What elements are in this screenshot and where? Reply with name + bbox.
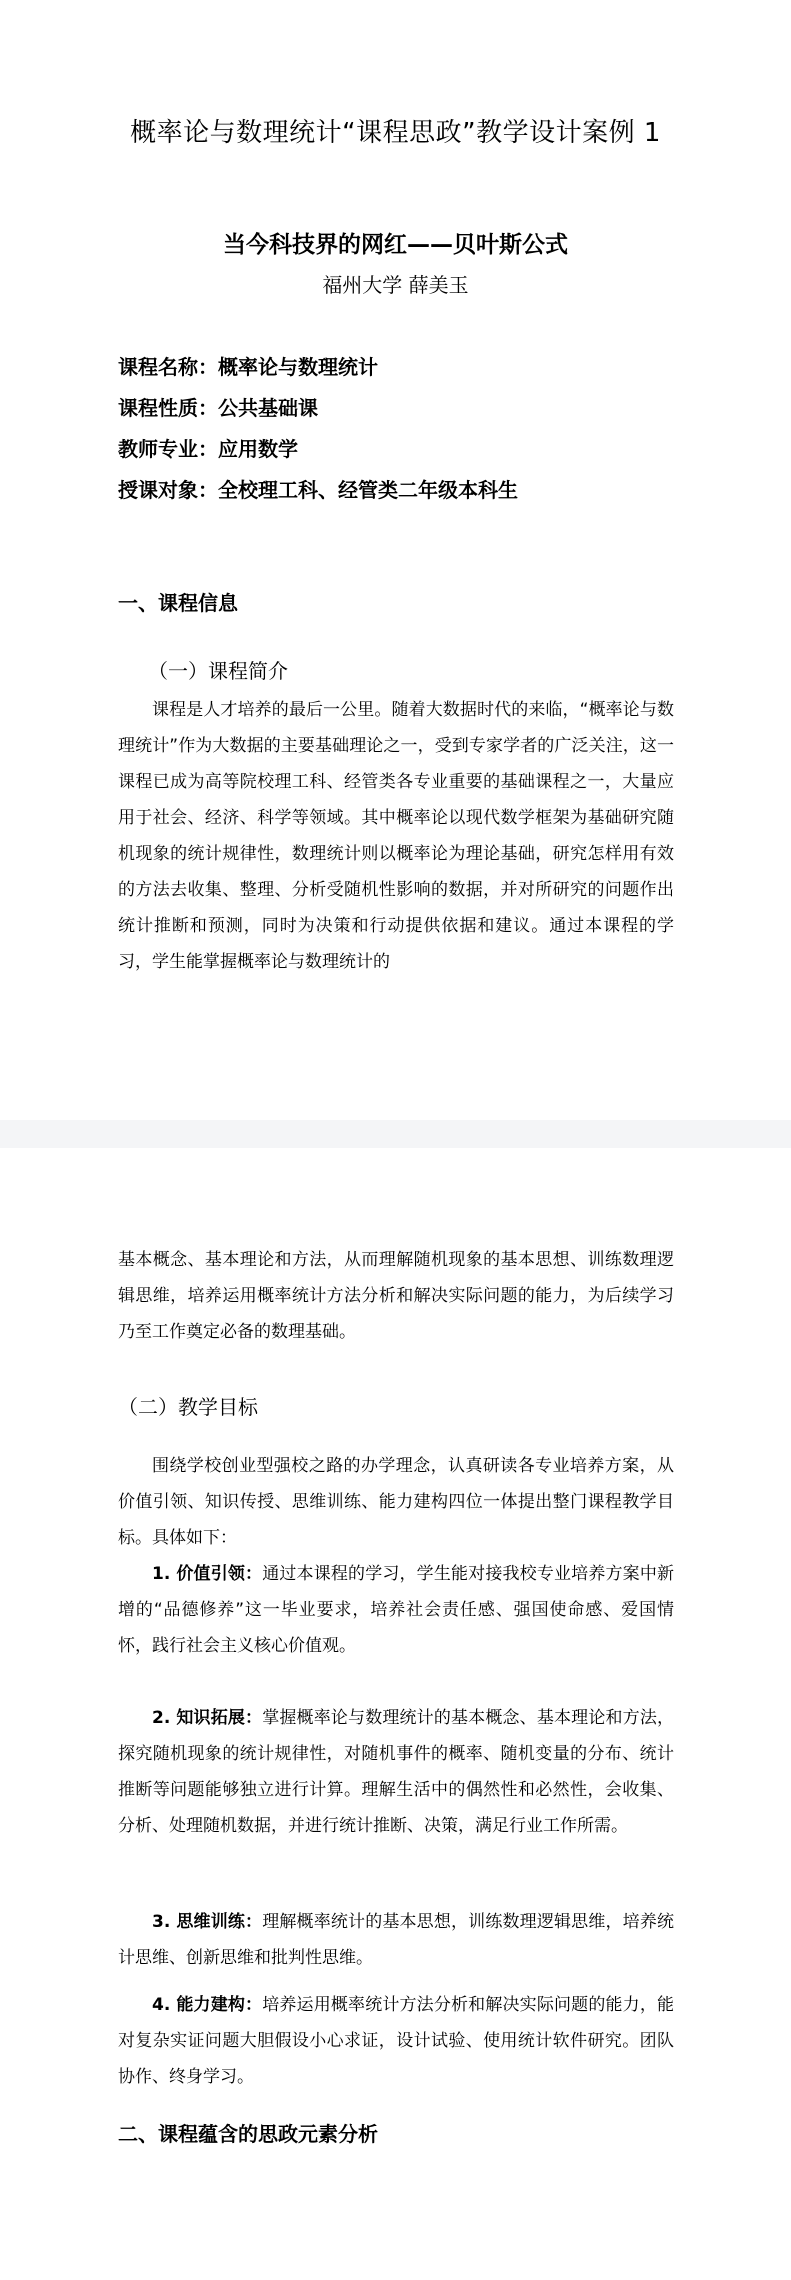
meta-teacher-major: 教师专业：应用数学	[118, 437, 298, 461]
section-heading-ideological-elements: 二、课程蕴含的思政元素分析	[118, 2122, 378, 2146]
goals-intro-paragraph: 围绕学校创业型强校之路的办学理念，认真研读各专业培养方案，从价值引领、知识传授、思维训练、能力建构四位一体提出整门课程教学目标。具体如下：	[118, 1456, 674, 1548]
goal-thinking-training	[118, 1904, 674, 1976]
meta-course-name: 课程名称：概率论与数理统计	[118, 355, 378, 379]
meta-audience: 授课对象：全校理工科、经管类二年级本科生	[118, 478, 518, 502]
section-heading-course-info: 一、课程信息	[118, 591, 238, 615]
goal-text: 理解概率统计的基本思想，训练数理逻辑思维，培养统计思维、创新思维和批判性思维。	[118, 1912, 674, 1968]
document-page-2	[0, 1148, 791, 2280]
goal-label: 4. 能力建构：	[152, 1995, 263, 2015]
goal-label: 3. 思维训练：	[152, 1912, 263, 1932]
meta-course-type: 课程性质：公共基础课	[118, 396, 318, 420]
goal-value-guidance	[118, 1556, 674, 1664]
goal-label: 2. 知识拓展：	[152, 1708, 263, 1728]
course-intro-paragraph: 课程是人才培养的最后一公里。随着大数据时代的来临，“概率论与数理统计”作为大数据的主要基础理论之一，受到专家学者的广泛关注，这一课程已成为高等院校理工科、经管类各专业重要的基础课程之一，大量应用于社会、经济、科学等领域。其中概率论以现代数学框架为基础研究随机现象的统计规律性，数理统计则以概率论为理论基础，研究怎样用有效的方法去收集、整理、分析受随机性影响的数据，并对所研究的问题作出统计推断和预测，同时为决策和行动提供依据和建议。通过本课程的学习，学生能掌握概率论与数理统计的	[118, 700, 674, 972]
page-separator	[0, 1120, 791, 1148]
goal-text: 掌握概率论与数理统计的基本概念、基本理论和方法，探究随机现象的统计规律性，对随机事件的概率、随机变量的分布、统计推断等问题能够独立进行计算。理解生活中的偶然性和必然性，会收集、分析、处理随机数据，并进行统计推断、决策，满足行业工作所需。	[118, 1708, 674, 1836]
goal-capability-building	[118, 1987, 674, 2095]
author-line: 福州大学 薛美玉	[322, 273, 469, 297]
document-page-1	[0, 0, 791, 1120]
document-title: 概率论与数理统计“课程思政”教学设计案例 1	[130, 118, 661, 148]
subsection-heading-teaching-goals: （二）教学目标	[118, 1395, 258, 1419]
goal-label: 1. 价值引领：	[152, 1564, 263, 1584]
goal-text: 培养运用概率统计方法分析和解决实际问题的能力，能对复杂实证问题大胆假设小心求证，设计试验、使用统计软件研究。团队协作、终身学习。	[118, 1995, 674, 2087]
goal-knowledge-expansion	[118, 1700, 674, 1844]
goal-text: 通过本课程的学习，学生能对接我校专业培养方案中新增的“品德修养”这一毕业要求，培养社会责任感、强国使命感、爱国情怀，践行社会主义核心价值观。	[118, 1564, 674, 1656]
course-intro-paragraph-continued: 基本概念、基本理论和方法，从而理解随机现象的基本思想、训练数理逻辑思维，培养运用概率统计方法分析和解决实际问题的能力，为后续学习乃至工作奠定必备的数理基础。	[118, 1250, 674, 1342]
subsection-heading-course-intro: （一）课程简介	[148, 659, 288, 683]
case-subtitle: 当今科技界的网红——贝叶斯公式	[223, 232, 568, 258]
